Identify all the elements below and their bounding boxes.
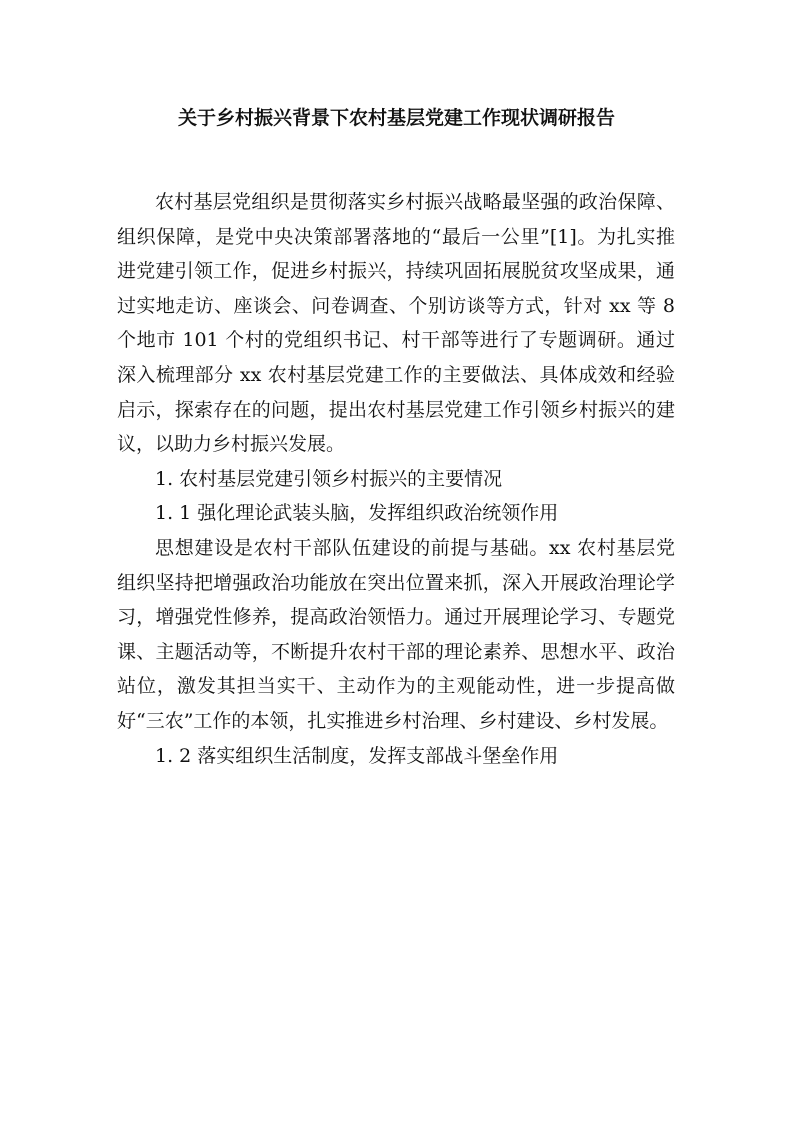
section-1-heading: 1. 农村基层党建引领乡村振兴的主要情况 bbox=[155, 467, 503, 490]
section-1-1-paragraph: 思想建设是农村干部队伍建设的前提与基础。xx 农村基层党组织坚持把增强政治功能放在突出位置来抓，深入开展政治理论学习，增强党性修养，提高政治领悟力。通过开展理论学习、专题党课、主题活动等，不断提升农村干部的理论素养、思想水平、政治站位，激发其担当实干、主动作为的主观能动性，进一步提高做好“三农”工作的本领，扎实推进乡村治理、乡村建设、乡村发展。 bbox=[117, 536, 675, 732]
document-body bbox=[117, 185, 675, 773]
section-1-2-heading: 1. 2 落实组织生活制度，发挥支部战斗堡垒作用 bbox=[155, 744, 559, 767]
intro-paragraph: 农村基层党组织是贯彻落实乡村振兴战略最坚强的政治保障、组织保障，是党中央决策部署落地的“最后一公里”[1]。为扎实推进党建引领工作，促进乡村振兴，持续巩固拓展脱贫攻坚成果，通过实地走访、座谈会、问卷调查、个别访谈等方式，针对 xx 等 8 个地市 101 个村的党组织书记、村干部等进行了专题调研。通过深入梳理部分 xx 农村基层党建工作的主要做法、具体成效和经验启示，探索存在的问题，提出农村基层党建工作引领乡村振兴的建议，以助力乡村振兴发展。 bbox=[117, 191, 675, 456]
section-1-1-heading: 1. 1 强化理论武装头脑，发挥组织政治统领作用 bbox=[155, 502, 559, 525]
document-title: 关于乡村振兴背景下农村基层党建工作现状调研报告 bbox=[177, 107, 615, 129]
